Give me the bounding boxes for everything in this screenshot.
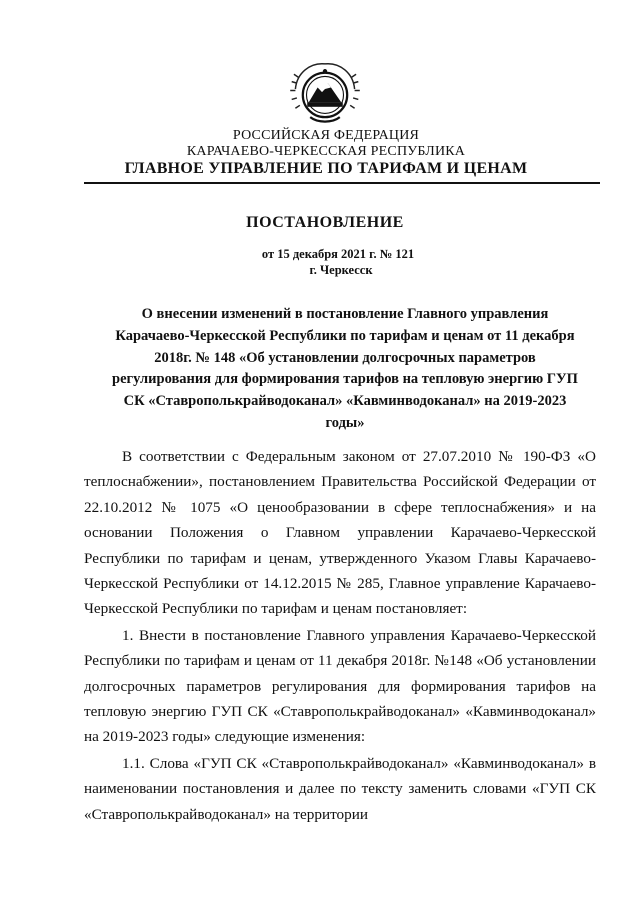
item-1-paragraph: 1. Внести в постановление Главного управления Карачаево-Черкесской Республики по тарифам и ценам от 11 декабря 2018г. №148 «Об установлении долгосрочных параметров регулирования для формирования тарифов на тепловую энергию ГУП СК «Ставрополькрайводоканал» «Кавминводоканал» на 2019-2023 годы» следующие изменения: — [84, 626, 596, 746]
item-1-1-paragraph: 1.1. Слова «ГУП СК «Ставрополькрайводоканал» «Кавминводоканал» в наименовании постановления и далее по тексту заменить словами «ГУП СК «Ставрополькрайводоканал» на территории — [84, 754, 596, 823]
document-date-number: от 15 декабря 2021 г. № 121 — [261, 247, 415, 261]
document-body — [84, 444, 596, 827]
header-country: РОССИЙСКАЯ ФЕДЕРАЦИЯ — [232, 128, 420, 143]
header-republic: КАРАЧАЕВО-ЧЕРКЕССКАЯ РЕСПУБЛИКА — [186, 144, 466, 159]
header-divider — [84, 182, 600, 184]
document-subject: О внесении изменений в постановление Главного управления Карачаево-Черкесской Республики по тарифам и ценам от 11 декабря 2018г. № 148 «Об установлении долгосрочных параметров регулирования для формирования тарифов на тепловую энергию ГУП СК «Ставрополькрайводоканал» «Кавминводоканал» на 2019-2023 годы» — [112, 306, 578, 431]
document-city: г. Черкесск — [309, 263, 373, 277]
preamble-paragraph: В соответствии с Федеральным законом от 27.07.2010 № 190-ФЗ «О теплоснабжении», постановлением Правительства Российской Федерации от 22.10.2012 № 1075 «О ценообразовании в сфере теплоснабжения» и на основании Положения о Главном управлении Карачаево-Черкесской Республики по тарифам и ценам, утвержденного Указом Главы Карачаево-Черкесской Республики от 14.12.2015 № 285, Главное управление Карачаево-Черкесской Республики по тарифам и ценам постановляет: — [84, 448, 596, 618]
republic-emblem-icon — [288, 55, 362, 129]
document-title: ПОСТАНОВЛЕНИЕ — [246, 214, 404, 231]
header-agency: ГЛАВНОЕ УПРАВЛЕНИЕ ПО ТАРИФАМ И ЦЕНАМ — [124, 160, 528, 177]
